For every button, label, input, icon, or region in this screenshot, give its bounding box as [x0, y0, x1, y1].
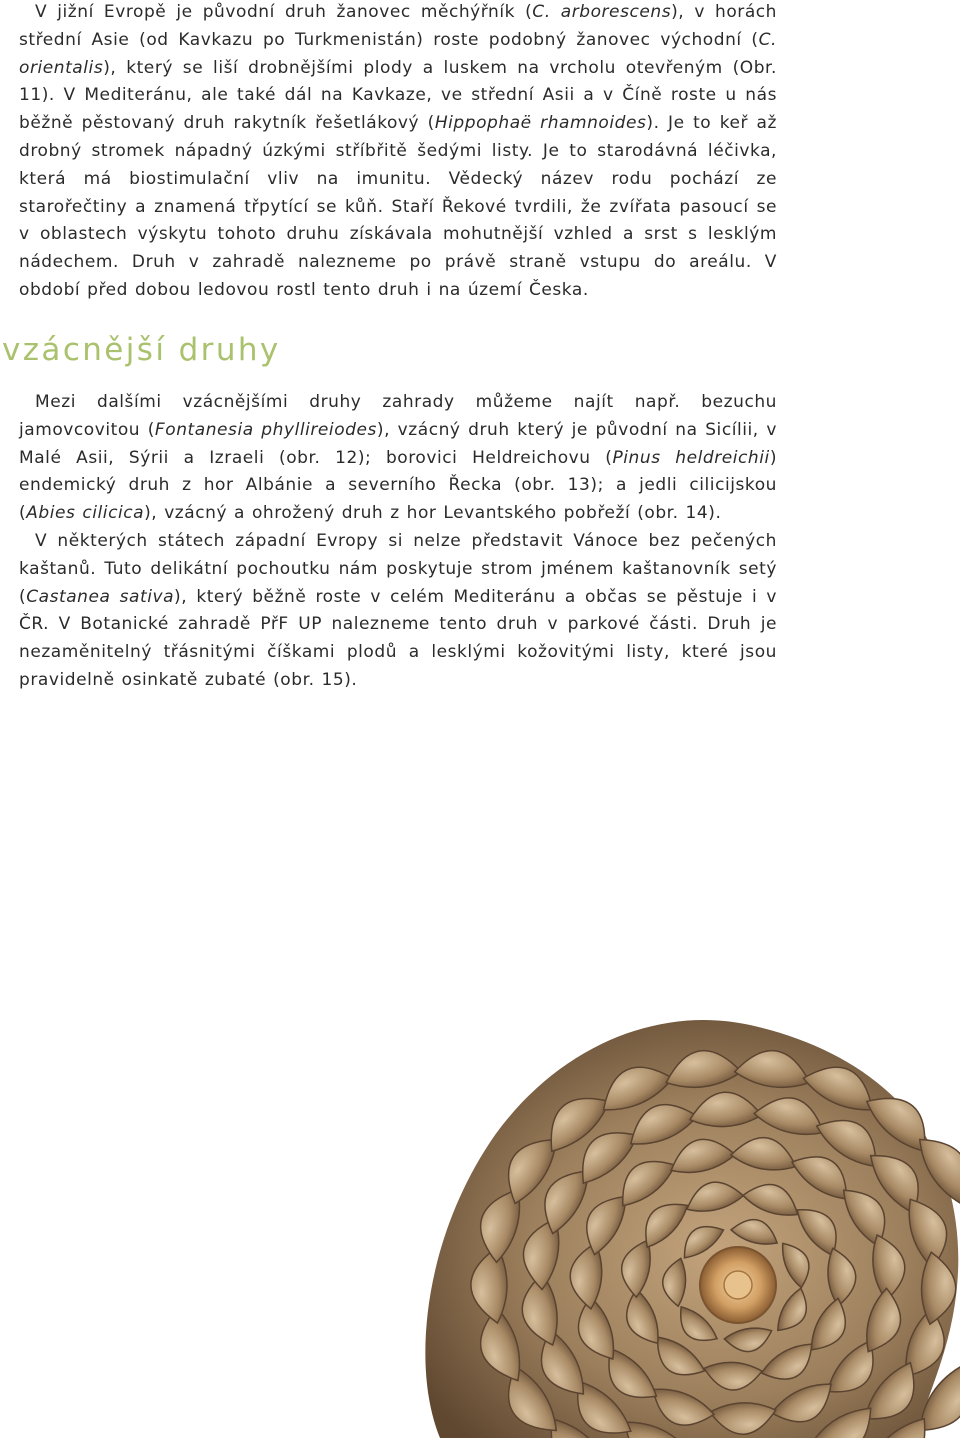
section-heading: vzácnější druhy	[2, 332, 281, 368]
species-name-abies: Abies cilicica	[26, 503, 145, 524]
species-name-c-orientalis: C. orientalis	[19, 29, 777, 78]
paragraph-2-text-3: ) endemický druh z hor Albánie a severního Řecka (obr. 13); a jedli cilicijskou (	[19, 447, 777, 524]
paragraph-2-text-1: Mezi dalšími vzácnějšími druhy zahrady můžeme najít např. bezuchu jamovcovitou (	[19, 392, 777, 440]
paragraph-1-text-1: V jižní Evropě je původní druh žanovec měchýřník (	[35, 2, 533, 22]
species-name-hippophae: Hippophaë rhamnoides	[434, 113, 647, 134]
paragraph-3-text-1: V některých státech západní Evropy si nelze představit Vánoce bez pečených kaštanů. Tuto delikátní pochoutku nám poskytuje strom jménem kaštanovník setý (	[19, 530, 777, 607]
species-name-pinus: Pinus heldreichii	[612, 447, 770, 468]
species-name-fontanesia: Fontanesia phyllireiodes	[154, 419, 377, 440]
text-block-upper	[19, 0, 777, 305]
paragraph-2-text-2: ), vzácný druh který je původní na Sicílii, v Malé Asii, Sýrii a Izraeli (obr. 12); borovici Heldreichovu (	[19, 419, 777, 468]
paragraph-1-text-3: ), který se liší drobnějšími plody a luskem na vrcholu otevřeným (Obr. 11). V Mediteránu, ale také dál na Kavkaze, ve střední Asii a v Číně roste u nás běžně pěstovaný druh rakytník řešetlákový (	[19, 57, 777, 134]
paragraph-2-text-4: ), vzácný a ohrožený druh z hor Levantského pobřeží (obr. 14).	[144, 503, 722, 524]
text-block-lower	[19, 389, 777, 695]
paragraph-1-text-2: ), v horách střední Asie (od Kavkazu po Turkmenistán) roste podobný žanovec východní (	[19, 2, 778, 50]
paragraph-3-text-2: ), který běžně roste v celém Mediteránu a občas se pěstuje i v ČR. V Botanické zahradě PřF UP nalezneme tento druh v parkové části. Druh je nezaměnitelný třásnitými číškami plodů a lesklými kožovitými listy, které jsou pravidelně osinkatě zubaté (obr. 15).	[19, 586, 777, 690]
paragraph-2	[19, 389, 777, 528]
pine-cone-photo	[400, 985, 960, 1438]
paragraph-1	[19, 0, 777, 305]
pine-cone-icon	[425, 1020, 960, 1438]
paragraph-3	[19, 528, 777, 695]
species-name-castanea: Castanea sativa	[26, 586, 175, 607]
paragraph-1-text-4: ). Je to keř až drobný stromek nápadný úzkými stříbřitě šedými listy. Je to starodávná léčivka, která má biostimulační vliv na imunitu. Vědecký název rodu pochází ze starořečtiny a znamená třpytící se kůň. Staří Řekové tvrdili, že zvířata pasoucí se v oblastech výskytu tohoto druhu získávala mohutnější vzhled a srst s lesklým nádechem. Druh v zahradě nalezneme po právě straně vstupu do areálu. V období před dobou ledovou rostl tento druh i na území Česka.	[19, 113, 777, 300]
species-name-c-arborescens: C. arborescens	[532, 2, 672, 22]
